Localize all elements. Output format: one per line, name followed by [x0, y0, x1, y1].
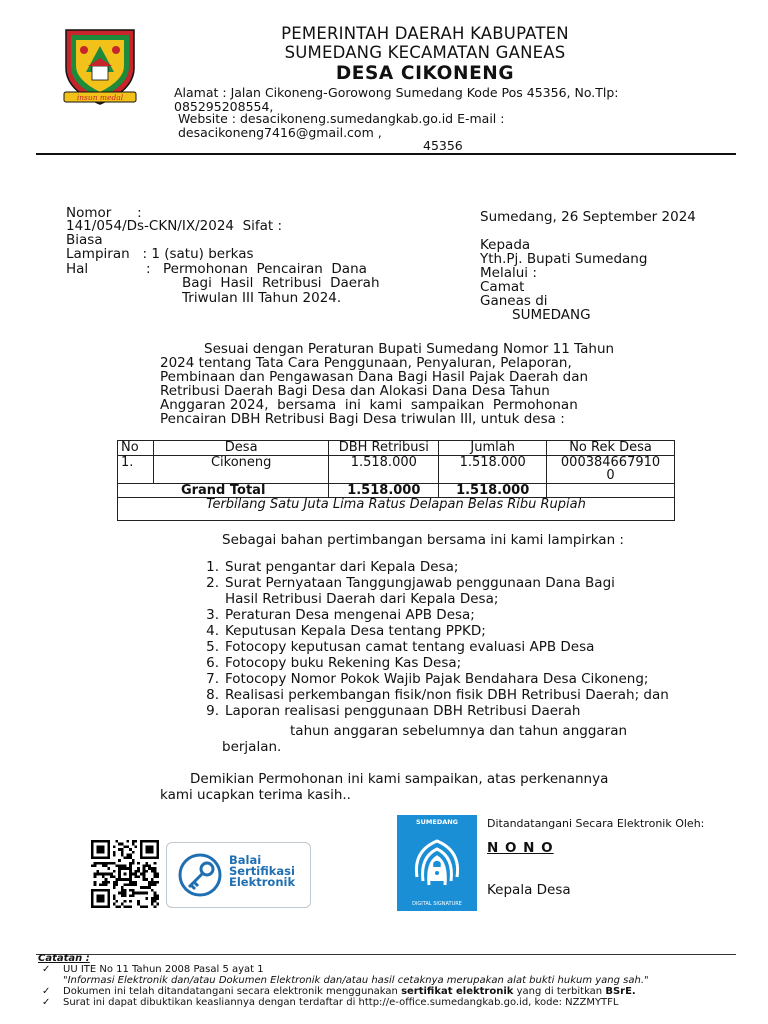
hal-colon: : [146, 261, 151, 277]
cell-jumlah: 1.518.000 [439, 455, 547, 483]
kop-line-1: PEMERINTAH DAERAH KABUPATEN [281, 24, 569, 43]
terbilang-text: Terbilang Satu Juta Lima Ratus Delapan Belas Ribu Rupiah [118, 498, 675, 521]
list-item-text: Keputusan Kepala Desa tentang PPKD; [225, 623, 486, 639]
kop-email: desacikoneng7416@gmail.com , [178, 125, 382, 140]
list-item [225, 591, 735, 607]
closing-line-1: Demikian Permohonan ini kami sampaikan, atas perkenannya [190, 771, 609, 787]
list-item-text: Surat Pernyataan Tanggungjawab penggunaan Dana Bagi [225, 575, 615, 591]
terbilang-row [118, 498, 675, 521]
kop-village-name: DESA CIKONENG [335, 63, 515, 84]
recipient-city: SUMEDANG [512, 307, 591, 323]
table-header-row [118, 441, 675, 456]
list-item [206, 655, 735, 671]
bsre-key-icon [177, 853, 223, 897]
bsre-line-3: Elektronik [229, 875, 296, 889]
list-item-number: 2. [206, 575, 219, 591]
note-2-part-c: yang di terbitkan [513, 986, 606, 997]
list-item-number: 6. [206, 655, 219, 671]
grand-total-label: Grand Total [118, 483, 329, 498]
list-item-text: Realisasi perkembangan fisik/non fisik DBH Retribusi Daerah; dan [225, 687, 669, 703]
logo-ribbon-text: insun medal [76, 93, 124, 102]
catatan-label: Catatan : [38, 953, 90, 964]
nomor-label: Nomor : [66, 205, 142, 221]
th-dbh: DBH Retribusi [329, 441, 439, 456]
kop-line-2: SUMEDANG KECAMATAN GANEAS [284, 43, 566, 62]
recipient-name: Yth.Pj. Bupati Sumedang [480, 251, 648, 267]
list-item-text: Hasil Retribusi Daerah dari Kepala Desa; [225, 591, 499, 607]
note-2-part-d: BSrE. [605, 986, 636, 997]
list-item-number: 9. [206, 703, 219, 719]
body-line-6: Pencairan DBH Retribusi Bagi Desa triwulan III, untuk desa : [160, 411, 565, 427]
check-icon: ✓ [42, 986, 51, 997]
th-desa: Desa [153, 441, 328, 456]
retribution-table [117, 440, 675, 521]
cell-no: 1. [118, 455, 154, 483]
list-item-text: Fotocopy keputusan camat tentang evaluasi APB Desa [225, 639, 595, 655]
bsre-line-1: Balai [229, 853, 262, 867]
body-line-2: 2024 tentang Tata Cara Penggunaan, Penyaluran, Pelaporan, [160, 355, 572, 371]
cell-rek-line-2: 0 [606, 468, 615, 483]
hal-line-1: Permohonan Pencairan Dana [163, 261, 367, 277]
note-2-part-a: Dokumen ini telah ditandatangani secara elektronik menggunakan [63, 986, 402, 997]
melalui-label: Melalui : [480, 265, 537, 281]
list-item-text: Fotocopy buku Rekening Kas Desa; [225, 655, 462, 671]
signature-header: Ditandatangani Secara Elektronik Oleh: [487, 817, 705, 830]
check-icon: ✓ [42, 964, 51, 975]
check-icon: ✓ [42, 997, 51, 1008]
fingerprint-lock-icon [407, 829, 467, 899]
note-3: Surat ini dapat dibuktikan keasliannya dengan terdaftar di http://e-office.sumedangkab.go.id, kode: NZZMYTFL [63, 997, 619, 1008]
cell-rek [547, 455, 675, 483]
list-item-number: 5. [206, 639, 219, 655]
nomor-value: 141/054/Ds-CKN/IX/2024 Sifat : [66, 218, 283, 234]
hal-line-2: Bagi Hasil Retribusi Daerah [182, 275, 380, 291]
footer-divider [36, 954, 736, 955]
attachment-9-cont-1: tahun anggaran sebelumnya dan tahun anggaran [290, 723, 628, 739]
bsre-line-2: Sertifikasi [229, 864, 295, 878]
camat-line: Camat [480, 279, 525, 295]
cell-desa: Cikoneng [153, 455, 328, 483]
list-item-number: 8. [206, 687, 219, 703]
attachment-9-cont-2: berjalan. [222, 739, 282, 755]
th-no: No [118, 441, 154, 456]
body-line-4: Retribusi Daerah Bagi Desa dan Alokasi Dana Desa Tahun [160, 383, 550, 399]
attachments-intro: Sebagai bahan pertimbangan bersama ini kami lampirkan : [222, 532, 624, 548]
hal-line-3: Triwulan III Tahun 2024. [182, 290, 342, 306]
list-item-text: Fotocopy Nomor Pokok Wajib Pajak Bendahara Desa Cikoneng; [225, 671, 649, 687]
sifat-value: Biasa [66, 232, 103, 248]
qr-code [91, 840, 159, 908]
grand-total-dbh: 1.518.000 [329, 483, 439, 498]
cell-rek-line-1: 000384667910 [560, 454, 661, 470]
signer-name: N O N O [487, 840, 554, 856]
kepada-label: Kepada [480, 237, 531, 253]
table-row [118, 455, 675, 483]
grand-total-jumlah: 1.518.000 [439, 483, 547, 498]
kop-divider [36, 153, 736, 155]
hal-label: Hal [66, 261, 89, 277]
kop-address: Alamat : Jalan Cikoneng-Gorowong Sumedang Kode Pos 45356, No.Tlp: [174, 85, 619, 100]
list-item-number: 1. [206, 559, 219, 575]
list-item [206, 623, 735, 639]
grand-total-empty [547, 483, 675, 498]
closing-line-2: kami ucapkan terima kasih.. [160, 787, 351, 803]
list-item-number: 4. [206, 623, 219, 639]
attachment-list [206, 559, 735, 719]
list-item [206, 703, 735, 719]
list-item [206, 639, 735, 655]
note-1: UU ITE No 11 Tahun 2008 Pasal 5 ayat 1 [63, 964, 264, 975]
lampiran-line: Lampiran : 1 (satu) berkas [66, 246, 254, 262]
letter-date: Sumedang, 26 September 2024 [480, 209, 696, 225]
note-2-part-b: sertifikat elektronik [401, 986, 514, 997]
list-item [206, 671, 735, 687]
list-item-number: 7. [206, 671, 219, 687]
kop-phone: 085295208554, [174, 99, 274, 114]
signer-title: Kepala Desa [487, 882, 571, 898]
regency-logo [60, 24, 140, 108]
ganeas-line: Ganeas di [480, 293, 548, 309]
grand-total-row [118, 483, 675, 498]
list-item-number: 3. [206, 607, 219, 623]
body-line-1: Sesuai dengan Peraturan Bupati Sumedang Nomor 11 Tahun [204, 341, 615, 357]
list-item [206, 559, 735, 575]
cell-dbh: 1.518.000 [329, 455, 439, 483]
th-rek: No Rek Desa [547, 441, 675, 456]
badge-bottom-text: DIGITAL SIGNATURE [412, 901, 462, 907]
badge-top-text: SUMEDANG [415, 818, 459, 826]
body-line-3: Pembinaan dan Pengawasan Dana Bagi Hasil Pajak Daerah dan [160, 369, 589, 385]
digital-signature-badge [397, 815, 477, 911]
list-item [206, 607, 735, 623]
kop-postal-code: 45356 [423, 138, 463, 153]
kop-website: Website : desacikoneng.sumedangkab.go.id E-mail : [178, 111, 505, 126]
note-2 [63, 986, 636, 997]
body-line-5: Anggaran 2024, bersama ini kami sampaikan Permohonan [160, 397, 578, 413]
list-item-text: Peraturan Desa mengenai APB Desa; [225, 607, 475, 623]
bsre-logo [166, 842, 311, 908]
list-item-text: Laporan realisasi penggunaan DBH Retribusi Daerah [225, 703, 581, 719]
list-item [206, 575, 735, 591]
th-jumlah: Jumlah [439, 441, 547, 456]
note-1-quote: "Informasi Elektronik dan/atau Dokumen Elektronik dan/atau hasil cetaknya merupakan alat bukti hukum yang sah." [63, 975, 649, 986]
list-item-text: Surat pengantar dari Kepala Desa; [225, 559, 459, 575]
list-item [206, 687, 735, 703]
